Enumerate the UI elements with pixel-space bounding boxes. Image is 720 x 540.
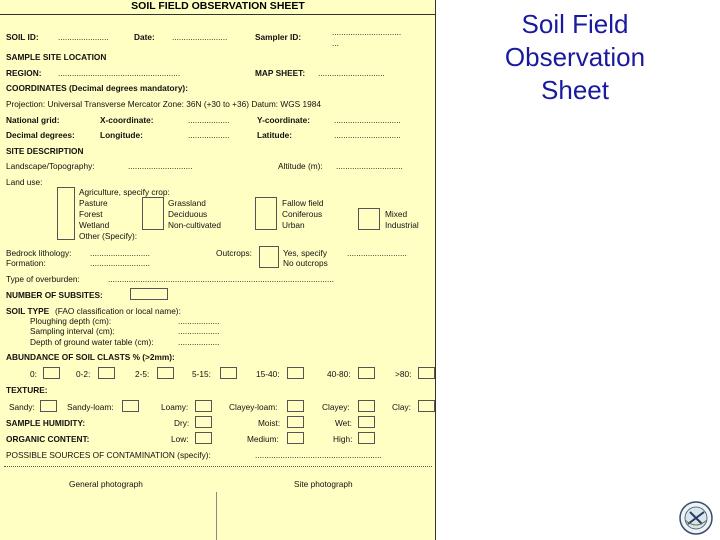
latitude-label: Latitude: xyxy=(257,130,293,140)
latitude-field[interactable]: ............................. xyxy=(334,130,401,140)
abundance-heading: ABUNDANCE OF SOIL CLASTS % (>2mm): xyxy=(6,352,175,362)
contamination-line xyxy=(4,466,432,467)
lu-industrial: Industrial xyxy=(385,220,419,230)
soil-id-field[interactable]: ...................... xyxy=(58,32,109,42)
texture-sandy-box[interactable] xyxy=(40,400,57,412)
projection-line: Projection: Universal Transverse Mercator Zone: 36N (+30 to +36) Datum: WGS 1984 xyxy=(6,99,321,109)
abundance-40-80: 40-80: xyxy=(327,369,351,379)
organic-high-box[interactable] xyxy=(358,432,375,444)
no-outcrops: No outcrops xyxy=(283,258,328,268)
abundance-80-box[interactable] xyxy=(418,367,435,379)
abundance-5-15-box[interactable] xyxy=(220,367,237,379)
x-coordinate-field[interactable]: .................. xyxy=(188,115,230,125)
texture-heading: TEXTURE: xyxy=(6,385,48,395)
abundance-80: >80: xyxy=(395,369,412,379)
region-field[interactable]: ..................................................... xyxy=(58,68,181,78)
longitude-field[interactable]: .................. xyxy=(188,130,230,140)
lu-coniferous: Coniferous xyxy=(282,209,323,219)
lu-agriculture: Agriculture, specify crop: xyxy=(79,187,170,197)
altitude-field[interactable]: ............................. xyxy=(336,161,403,171)
formation-label: Formation: xyxy=(6,258,46,268)
contamination-field[interactable]: ....................................................... xyxy=(255,450,382,460)
humidity-label: SAMPLE HUMIDITY: xyxy=(6,418,86,428)
abundance-0-2: 0-2: xyxy=(76,369,91,379)
overburden-field[interactable]: .................................................................................................. xyxy=(108,274,334,284)
lu-other: Other (Specify): xyxy=(79,231,138,241)
altitude-label: Altitude (m): xyxy=(278,161,323,171)
lu-mixed: Mixed xyxy=(385,209,408,219)
title-rule xyxy=(0,14,436,15)
subsites-input[interactable] xyxy=(130,288,168,300)
texture-clayey-box[interactable] xyxy=(358,400,375,412)
site-description-heading: SITE DESCRIPTION xyxy=(6,146,84,156)
longitude-label: Longitude: xyxy=(100,130,143,140)
texture-sandy-loam: Sandy-loam: xyxy=(67,402,114,412)
texture-sandy: Sandy: xyxy=(9,402,35,412)
humidity-wet: Wet: xyxy=(335,418,352,428)
y-coordinate-label: Y-coordinate: xyxy=(257,115,311,125)
organic-medium: Medium: xyxy=(247,434,279,444)
soil-type-label: SOIL TYPE xyxy=(6,306,50,316)
texture-clay-box[interactable] xyxy=(418,400,435,412)
soil-type-note: (FAO classification or local name): xyxy=(55,306,181,316)
organic-medium-box[interactable] xyxy=(287,432,304,444)
organic-high: High: xyxy=(333,434,353,444)
abundance-15-40: 15-40: xyxy=(256,369,280,379)
national-grid-label: National grid: xyxy=(6,115,60,125)
land-use-checkboxes-col2[interactable] xyxy=(142,197,164,230)
lu-noncultivated: Non-cultivated xyxy=(168,220,222,230)
humidity-moist: Moist: xyxy=(258,418,281,428)
humidity-dry-box[interactable] xyxy=(195,416,212,428)
lu-forest: Forest xyxy=(79,209,103,219)
map-sheet-field[interactable]: ............................. xyxy=(318,68,385,78)
ploughing-label: Ploughing depth (cm): xyxy=(30,316,112,326)
abundance-0-box[interactable] xyxy=(43,367,60,379)
texture-clayey: Clayey: xyxy=(322,402,350,412)
abundance-15-40-box[interactable] xyxy=(287,367,304,379)
organic-label: ORGANIC CONTENT: xyxy=(6,434,90,444)
abundance-40-80-box[interactable] xyxy=(358,367,375,379)
date-label: Date: xyxy=(134,32,155,42)
outcrops-field[interactable]: .......................... xyxy=(347,248,407,258)
lu-grassland: Grassland xyxy=(168,198,206,208)
x-coordinate-label: X-coordinate: xyxy=(100,115,154,125)
humidity-dry: Dry: xyxy=(174,418,190,428)
land-use-checkboxes-col4[interactable] xyxy=(358,208,380,230)
contamination-label: POSSIBLE SOURCES OF CONTAMINATION (specify): xyxy=(6,450,211,460)
organic-low-box[interactable] xyxy=(195,432,212,444)
bedrock-field[interactable]: .......................... xyxy=(90,248,150,258)
ploughing-field[interactable]: .................. xyxy=(178,316,220,326)
lu-wetland: Wetland xyxy=(79,220,110,230)
general-photo-label: General photograph xyxy=(69,479,143,489)
land-use-checkboxes-col3[interactable] xyxy=(255,197,277,230)
sampler-id-field-cont: ... xyxy=(332,38,339,48)
bedrock-label: Bedrock lithology: xyxy=(6,248,72,258)
sampling-interval-label: Sampling interval (cm): xyxy=(30,326,115,336)
abundance-0: 0: xyxy=(30,369,37,379)
overburden-label: Type of overburden: xyxy=(6,274,80,284)
outcrops-checkboxes[interactable] xyxy=(259,246,279,268)
texture-clayey-loam: Clayey-loam: xyxy=(229,402,278,412)
lu-pasture: Pasture xyxy=(79,198,108,208)
date-field[interactable]: ........................ xyxy=(172,32,228,42)
groundwater-label: Depth of ground water table (cm): xyxy=(30,337,154,347)
site-photo-label: Site photograph xyxy=(294,479,353,489)
map-sheet-label: MAP SHEET: xyxy=(255,68,306,78)
slide-title: Soil Field Observation Sheet xyxy=(504,9,646,105)
sampling-interval-field[interactable]: .................. xyxy=(178,326,220,336)
land-use-label: Land use: xyxy=(6,177,43,187)
yes-specify: Yes, specify xyxy=(283,248,327,258)
sheet-title: SOIL FIELD OBSERVATION SHEET xyxy=(131,0,305,12)
abundance-2-5-box[interactable] xyxy=(157,367,174,379)
abundance-5-15: 5-15: xyxy=(192,369,211,379)
texture-clayey-loam-box[interactable] xyxy=(287,400,304,412)
landscape-field[interactable]: ............................ xyxy=(128,161,193,171)
texture-loamy-box[interactable] xyxy=(195,400,212,412)
formation-field[interactable]: .......................... xyxy=(90,258,150,268)
lu-urban: Urban xyxy=(282,220,305,230)
organic-low: Low: xyxy=(171,434,189,444)
coordinates-heading: COORDINATES (Decimal degrees mandatory): xyxy=(6,83,188,93)
sampler-id-field[interactable]: .............................. xyxy=(332,27,402,37)
sample-site-location-heading: SAMPLE SITE LOCATION xyxy=(6,52,107,62)
outcrops-label: Outcrops: xyxy=(216,248,252,258)
lu-fallow: Fallow field xyxy=(282,198,324,208)
humidity-moist-box[interactable] xyxy=(287,416,304,428)
landscape-label: Landscape/Topography: xyxy=(6,161,95,171)
texture-sandy-loam-box[interactable] xyxy=(122,400,139,412)
humidity-wet-box[interactable] xyxy=(358,416,375,428)
abundance-2-5: 2-5: xyxy=(135,369,150,379)
texture-loamy: Loamy: xyxy=(161,402,189,412)
groundwater-field[interactable]: .................. xyxy=(178,337,220,347)
subsites-label: NUMBER OF SUBSITES: xyxy=(6,290,103,300)
sampler-id-label: Sampler ID: xyxy=(255,32,302,42)
land-use-checkboxes-col1[interactable] xyxy=(57,187,75,240)
decimal-degrees-label: Decimal degrees: xyxy=(6,130,75,140)
soil-id-label: SOIL ID: xyxy=(6,32,39,42)
y-coordinate-field[interactable]: ............................. xyxy=(334,115,401,125)
abundance-0-2-box[interactable] xyxy=(98,367,115,379)
region-label: REGION: xyxy=(6,68,42,78)
lu-deciduous: Deciduous xyxy=(168,209,208,219)
texture-clay: Clay: xyxy=(392,402,411,412)
emblem-logo-icon xyxy=(677,500,715,536)
photo-divider xyxy=(216,492,217,540)
